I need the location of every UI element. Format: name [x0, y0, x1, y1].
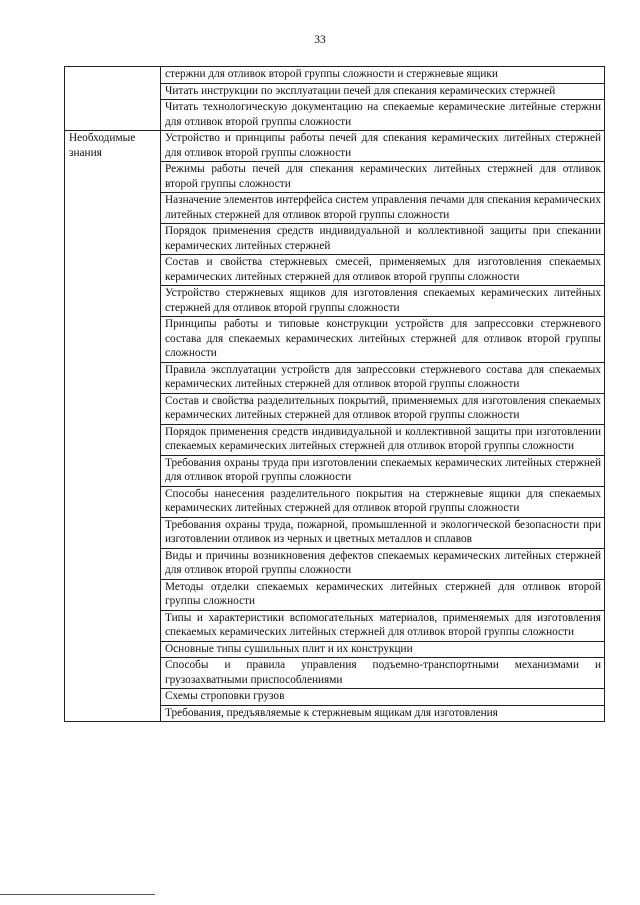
requirement-cell: Способы и правила управления подъемно-транспортными механизмами и грузозахватными приспособлениями [161, 658, 605, 689]
requirement-cell: Виды и причины возникновения дефектов спекаемых керамических литейных стержней для отливок второй группы сложности [161, 548, 605, 579]
requirement-cell: Способы нанесения разделительного покрытия на стержневые ящики для спекаемых керамических литейных стержней для отливок второй группы сложности [161, 486, 605, 517]
page-number: 33 [314, 34, 326, 46]
requirement-cell: Порядок применения средств индивидуальной и коллективной защиты при спекании керамических литейных стержней [161, 224, 605, 255]
requirement-cell: Режимы работы печей для спекания керамических литейных стержней для отливок второй группы сложности [161, 162, 605, 193]
requirement-cell: Требования охраны труда при изготовлении спекаемых керамических литейных стержней для отливок второй группы сложности [161, 455, 605, 486]
requirement-cell: Основные типы сушильных плит и их конструкции [161, 641, 605, 658]
section-label: Необходимые знания [65, 131, 161, 722]
requirement-cell: Состав и свойства стержневых смесей, применяемых для изготовления спекаемых керамических литейных стержней для отливок второй группы сложности [161, 255, 605, 286]
requirement-cell: Устройство стержневых ящиков для изготовления спекаемых керамических литейных стержней для отливок второй группы сложности [161, 286, 605, 317]
competency-table [64, 66, 605, 722]
table-row [65, 131, 605, 162]
requirement-cell: Требования охраны труда, пожарной, промышленной и экологической безопасности при изготовлении отливок из черных и цветных металлов и сплавов [161, 517, 605, 548]
table-row [65, 67, 605, 84]
requirement-cell: Порядок применения средств индивидуальной и коллективной защиты при изготовлении спекаемых керамических литейных стержней для отливок второй группы сложности [161, 424, 605, 455]
requirement-cell: Принципы работы и типовые конструкции устройств для запрессовки стержневого состава для спекаемых керамических литейных стержней для отливок второй группы сложности [161, 317, 605, 363]
section-label [65, 67, 161, 131]
requirement-cell: стержни для отливок второй группы сложности и стержневые ящики [161, 67, 605, 84]
table-body [65, 67, 605, 722]
requirement-cell: Типы и характеристики вспомогательных материалов, применяемых для изготовления спекаемых керамических литейных стержней для отливок второй группы сложности [161, 610, 605, 641]
footnote-divider [0, 894, 155, 895]
requirement-cell: Правила эксплуатации устройств для запрессовки стержневого состава для спекаемых керамических литейных стержней для отливок второй группы сложности [161, 362, 605, 393]
requirement-cell: Схемы строповки грузов [161, 689, 605, 706]
requirement-cell: Читать технологическую документацию на спекаемые керамические литейные стержни для отливок второй группы сложности [161, 100, 605, 131]
requirement-cell: Методы отделки спекаемых керамических литейных стержней для отливок второй группы сложности [161, 579, 605, 610]
requirement-cell: Состав и свойства разделительных покрытий, применяемых для изготовления спекаемых керамических литейных стержней для отливок второй группы сложности [161, 393, 605, 424]
requirement-cell: Читать инструкции по эксплуатации печей для спекания керамических стержней [161, 83, 605, 100]
requirement-cell: Требования, предъявляемые к стержневым ящикам для изготовления [161, 705, 605, 722]
requirement-cell: Устройство и принципы работы печей для спекания керамических литейных стержней для отливок второй группы сложности [161, 131, 605, 162]
requirement-cell: Назначение элементов интерфейса систем управления печами для спекания керамических литейных стержней для отливок второй группы сложности [161, 193, 605, 224]
